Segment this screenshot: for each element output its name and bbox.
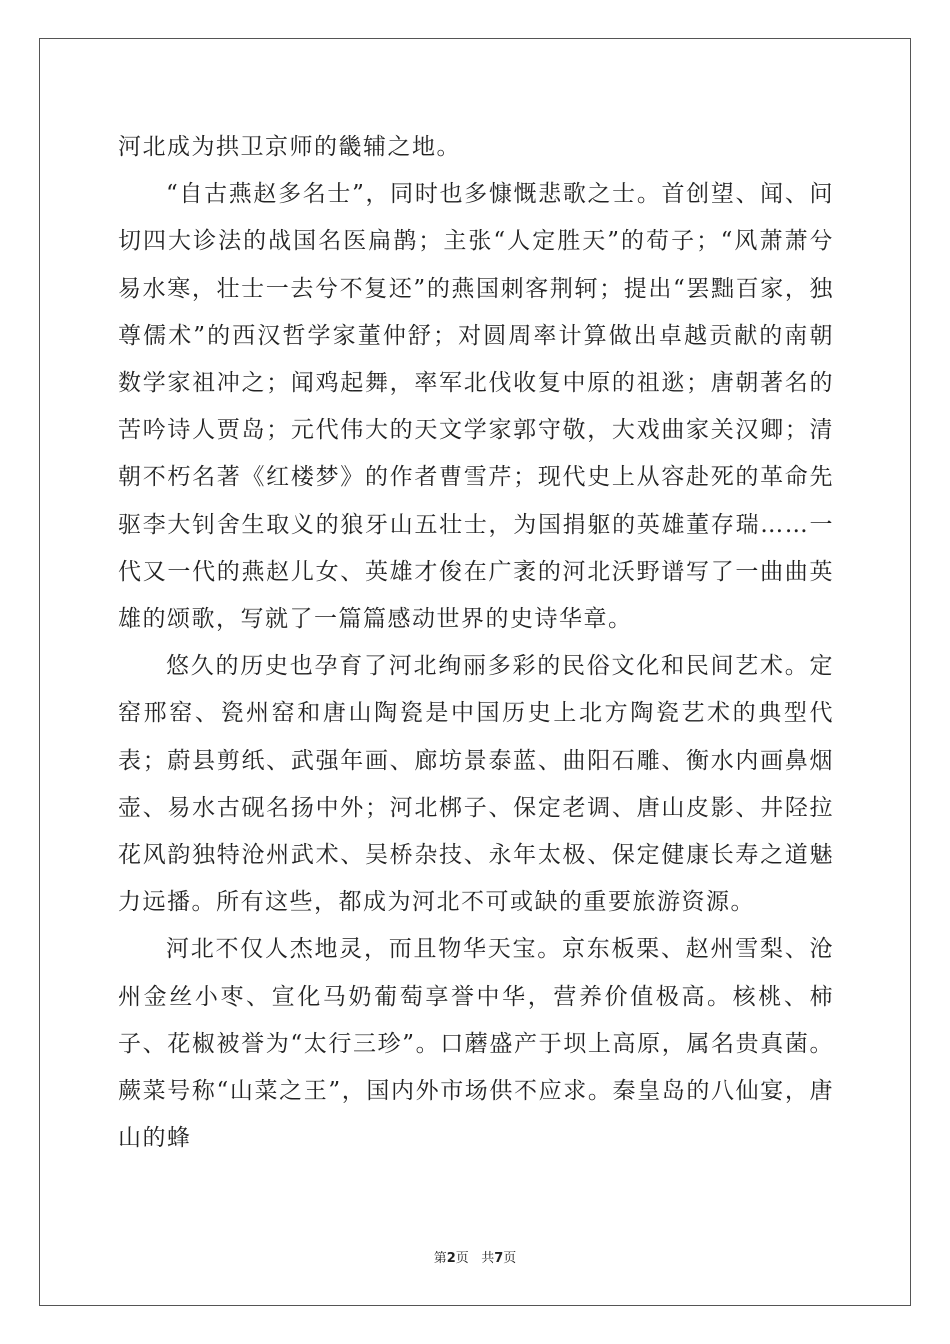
page-suffix: 页 [455, 1251, 469, 1266]
page-footer [0, 1247, 950, 1266]
total-pages: 7 [494, 1251, 504, 1266]
page-prefix: 第 [433, 1251, 447, 1266]
page-number: 2 [446, 1251, 456, 1266]
document-body [118, 124, 834, 1162]
paragraph: 河北成为拱卫京师的畿辅之地。 [118, 134, 461, 160]
paragraph: 河北不仅人杰地灵，而且物华天宝。京东板栗、赵州雪梨、沧州金丝小枣、宣化马奶葡萄享誉中华，营养价值极高。核桃、柿子、花椒被誉为“太行三珍”。口蘑盛产于坝上高原，属名贵真菌。蕨菜号称“山菜之王”，国内外市场供不应求。秦皇岛的八仙宴，唐山的蜂 [118, 936, 834, 1152]
total-suffix: 页 [503, 1251, 517, 1266]
paragraph: “自古燕赵多名士”，同时也多慷慨悲歌之士。首创望、闻、问切四大诊法的战国名医扁鹊；主张“人定胜天”的荀子；“风萧萧兮易水寒，壮士一去兮不复还”的燕国刺客荆轲；提出“罢黜百家，独尊儒术”的西汉哲学家董仲舒；对圆周率计算做出卓越贡献的南朝数学家祖冲之；闻鸡起舞，率军北伐收复中原的祖逖；唐朝著名的苦吟诗人贾岛；元代伟大的天文学家郭守敬，大戏曲家关汉卿；清朝不朽名著《红楼梦》的作者曹雪芹；现代史上从容赴死的革命先驱李大钊舍生取义的狼牙山五壮士，为国捐躯的英雄董存瑞……一代又一代的燕赵儿女、英雄才俊在广袤的河北沃野谱写了一曲曲英雄的颂歌，写就了一篇篇感动世界的史诗华章。 [118, 181, 834, 633]
total-prefix: 共 [481, 1251, 495, 1266]
paragraph: 悠久的历史也孕育了河北绚丽多彩的民俗文化和民间艺术。定窑邢窑、瓷州窑和唐山陶瓷是中国历史上北方陶瓷艺术的典型代表；蔚县剪纸、武强年画、廊坊景泰蓝、曲阳石雕、衡水内画鼻烟壶、易水古砚名扬中外；河北梆子、保定老调、唐山皮影、井陉拉花风韵独特沧州武术、吴桥杂技、永年太极、保定健康长寿之道魅力远播。所有这些，都成为河北不可或缺的重要旅游资源。 [118, 653, 834, 916]
